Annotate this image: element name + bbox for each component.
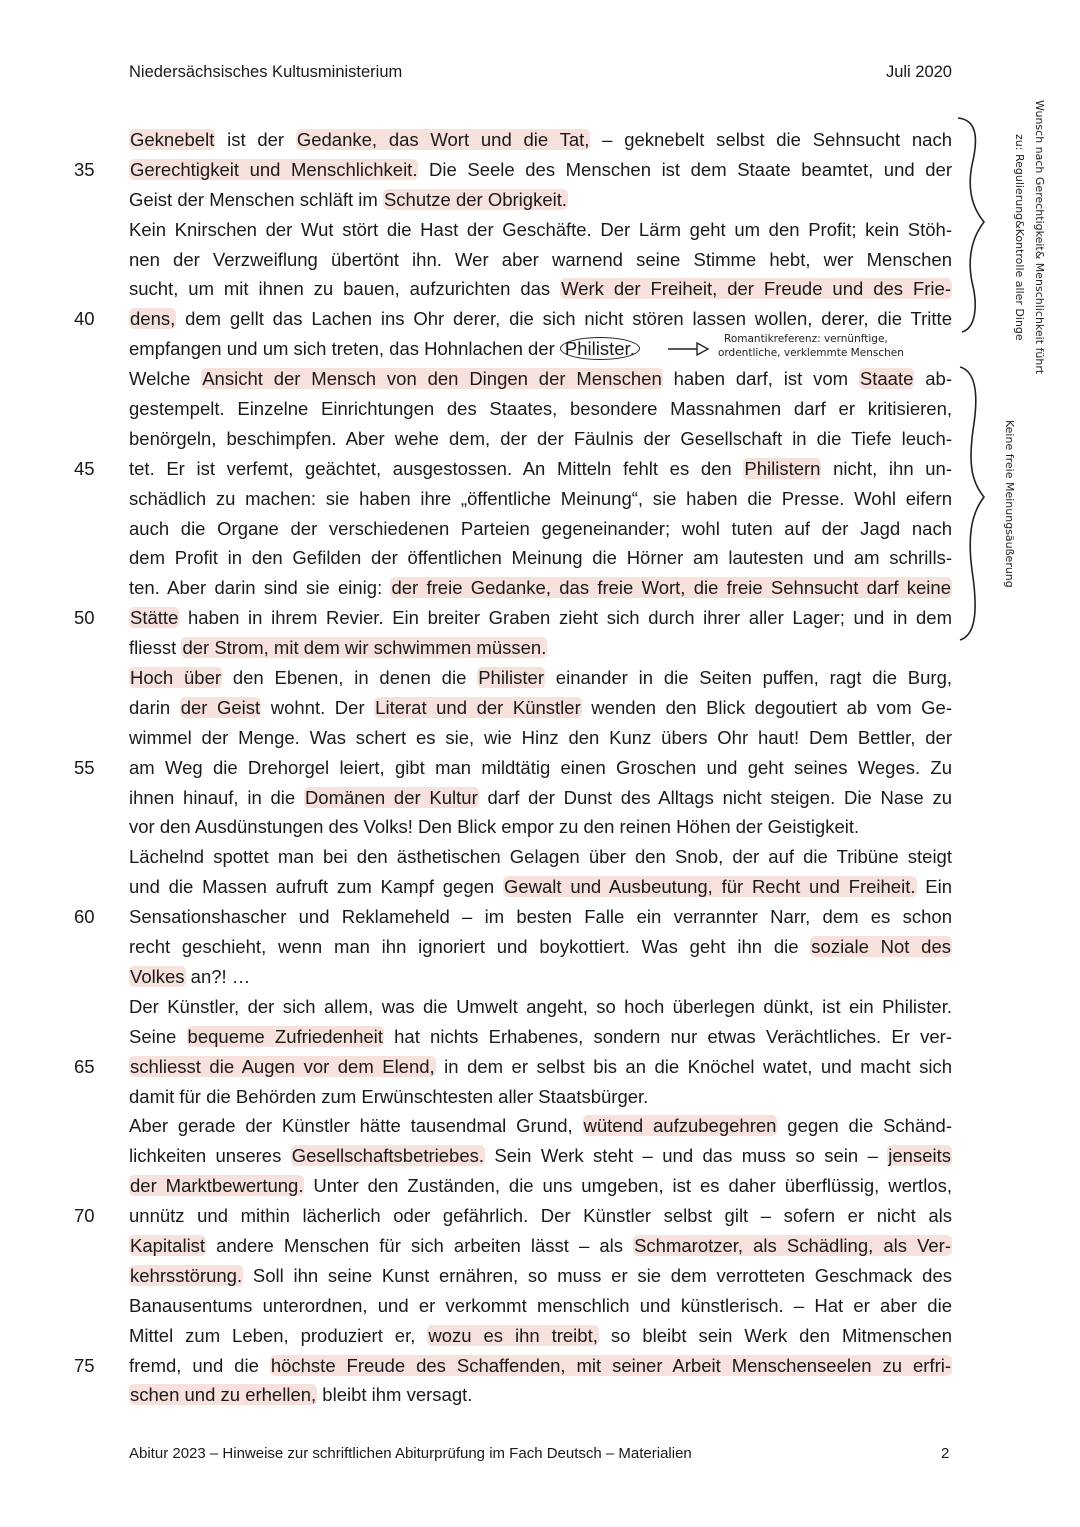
highlight: Literat und der Künstler <box>375 696 581 718</box>
brace-icon <box>960 367 984 640</box>
highlight: dens, <box>130 308 176 330</box>
text-segment: gegen die Schänd- <box>777 1115 952 1137</box>
highlight: soziale Not des <box>811 936 951 958</box>
text-segment: in dem er selbst bis an die Knöchel watet, und macht sich <box>435 1055 952 1077</box>
highlight: Staate <box>859 368 914 390</box>
brace-icon <box>958 118 984 332</box>
text-segment: hat nichts Erhabenes, sondern nur etwas Verächtliches. Er ver- <box>383 1025 952 1047</box>
highlight: Kapitalist <box>130 1234 206 1256</box>
text-segment: ten. Aber darin sind sie einig: <box>129 577 391 599</box>
text-segment: – geknebelt selbst die Sehnsucht nach <box>590 129 952 150</box>
text-segment: andere Menschen für sich arbeiten lässt – als <box>206 1234 634 1256</box>
line-number: 65 <box>74 1055 95 1077</box>
text-segment: tet. Er ist verfemt, geächtet, ausgestossen. An Mitteln fehlt es den <box>129 457 744 479</box>
highlight: Hoch über <box>130 667 222 689</box>
text-segment: bleibt ihm versagt. <box>317 1384 473 1406</box>
text-segment: haben in ihrem Revier. Ein breiter Graben zieht sich durch ihrer aller Lager; und in dem <box>179 607 952 629</box>
text-segment: Geist der Menschen schläft im <box>129 188 383 210</box>
text-segment: dem gellt das Lachen ins Ohr derer, die sich nicht stören lassen wollen, derer, die Tritte <box>176 308 952 330</box>
line-number: 50 <box>74 607 95 629</box>
line-number: 35 <box>74 158 95 180</box>
text-segment: lichkeiten unseres <box>129 1145 291 1167</box>
highlight: kehrsstörung. <box>130 1264 243 1286</box>
text-segment: wimmel der Menge. Was schert es sie, wie Hinz den Kunz übers Ohr haut! Dem Bettler, der <box>129 726 952 748</box>
margin-note-1a: Wunsch nach Gerechtigkeit& Menschlichkeit führt <box>1033 100 1046 375</box>
line-number: 45 <box>74 457 95 479</box>
text-segment: sucht, um mit ihnen zu bauen, aufzurichten das <box>129 278 561 300</box>
text-segment: Mittel zum Leben, produziert er, <box>129 1324 428 1346</box>
highlight: höchste Freude des Schaffenden, mit seiner Arbeit Menschenseelen zu erfri- <box>270 1354 951 1376</box>
highlight: bequeme Zufriedenheit <box>187 1025 383 1047</box>
text-segment: Sensationshascher und Reklameheld – im besten Falle ein verrannter Narr, dem es schon <box>129 906 952 928</box>
highlight: Gesellschaftsbetriebes. <box>291 1145 485 1167</box>
text-segment: Unter den Zuständen, die uns umgeben, ist es daher überflüssig, wertlos, <box>304 1175 952 1197</box>
highlight: Ansicht der Mensch von den Dingen der Menschen <box>202 368 662 390</box>
text-segment: nen der Verzweiflung übertönt ihn. Wer aber warnend seine Stimme hebt, wer Menschen <box>129 248 952 270</box>
highlight: wütend aufzubegehren <box>583 1115 777 1137</box>
highlight: Gerechtigkeit und Menschlichkeit. <box>130 158 418 180</box>
text-segment: damit für die Behörden zum Erwünschtesten aller Staatsbürger. <box>129 1085 649 1107</box>
page-footer: Abitur 2023 – Hinweise zur schriftlichen Abiturprüfung im Fach Deutsch – Materialien <box>129 1445 692 1462</box>
text-segment: Der Künstler, der sich allem, was die Umwelt angeht, so hoch überlegen dünkt, ist ein Philister. <box>129 995 952 1017</box>
philister-note-line: ordentliche, verklemmte Menschen <box>718 347 904 359</box>
text-segment: ihnen hinauf, in die <box>129 786 304 808</box>
text-segment: Ein <box>916 876 953 898</box>
highlight: der Geist <box>180 696 261 718</box>
text-segment: Aber gerade der Künstler hätte tausendmal Grund, <box>129 1115 583 1137</box>
highlight: Philistern <box>744 457 821 479</box>
text-segment: an?! … <box>185 965 251 987</box>
text-segment: wenden den Blick degoutiert ab vom Ge- <box>581 696 953 718</box>
circled-word: Philister. <box>560 337 640 360</box>
text-segment: recht geschieht, wenn man ihn ignoriert und boykottiert. Was geht ihn die <box>129 936 811 958</box>
text-segment: den Ebenen, in denen die <box>222 667 478 689</box>
text-segment: Kein Knirschen der Wut stört die Hast der Geschäfte. Der Lärm geht um den Profit; kein Stöh- <box>129 218 952 240</box>
text-segment: auch die Organe der verschiedenen Parteien gegeneinander; wohl tuten auf der Jagd nach <box>129 517 952 539</box>
margin-note-2: Keine freie Meinungsäußerung <box>1003 420 1016 588</box>
text-segment: nicht, ihn un- <box>821 457 952 479</box>
highlight: Philister <box>478 667 544 689</box>
text-segment: fliesst <box>129 637 182 659</box>
text-segment: haben darf, ist vom <box>662 368 859 390</box>
page-header-left: Niedersächsisches Kultusministerium <box>129 63 403 81</box>
text-segment: Banausentums unterordnen, und er verkommt menschlich und künstlerisch. – Hat er aber die <box>129 1294 952 1316</box>
text-segment: Die Seele des Menschen ist dem Staate beamtet, und der <box>418 158 952 180</box>
highlight: schen und zu erhellen, <box>130 1384 317 1406</box>
highlight: Domänen der Kultur <box>304 786 478 808</box>
line-number: 75 <box>74 1354 95 1376</box>
philister-note-line: Romantikreferenz: vernünftige, <box>724 333 888 345</box>
highlight: der Strom, mit dem wir schwimmen müssen. <box>182 637 547 659</box>
arrow-icon <box>668 343 708 355</box>
text-segment: Lächelnd spottet man bei den ästhetischen Gelagen über den Snob, der auf die Tribüne steigt <box>129 846 952 868</box>
highlight: schliesst die Augen vor dem Elend, <box>130 1055 435 1077</box>
text-segment: darf der Dunst des Alltags nicht steigen. Die Nase zu <box>478 786 952 808</box>
margin-note-1b: zu: Regulierung&Kontrolle aller Dinge <box>1013 134 1026 341</box>
text-segment: schädlich zu machen: sie haben ihre „öffentliche Meinung“, sie haben die Presse. Wohl eifern <box>129 487 952 509</box>
highlight: Stätte <box>130 607 179 629</box>
text-segment: darin <box>129 696 180 718</box>
highlight: der Marktbewertung. <box>130 1175 304 1197</box>
text-segment: so bleibt sein Werk den Mitmenschen <box>598 1324 952 1346</box>
highlight: Geknebelt <box>130 129 215 150</box>
text-segment: und die Massen aufruft zum Kampf gegen <box>129 876 503 898</box>
text-segment: ist der <box>215 129 296 150</box>
text-segment: empfangen und um sich treten, das Hohnlachen der <box>129 338 560 360</box>
text-segment: vor den Ausdünstungen des Volks! Den Blick empor zu den reinen Höhen der Geistigkeit. <box>129 816 860 838</box>
text-segment: ab- <box>914 368 952 390</box>
highlight: jenseits <box>888 1145 951 1167</box>
text-segment: fremd, und die <box>129 1354 270 1376</box>
text-segment: gestempelt. Einzelne Einrichtungen des Staates, besondere Massnahmen darf er kritisieren, <box>129 398 952 420</box>
text-segment: Welche <box>129 368 202 390</box>
text-segment: dem Profit in den Gefilden der öffentlichen Meinung die Hörner am lautesten und am schrills- <box>129 547 952 569</box>
line-number: 40 <box>74 308 95 330</box>
text-segment: unnütz und mithin lächerlich oder gefährlich. Der Künstler selbst gilt – sofern er nicht als <box>129 1205 952 1227</box>
text-segment: Sein Werk steht – und das muss so sein – <box>485 1145 888 1167</box>
text-segment: am Weg die Drehorgel leiert, gibt man mildtätig einen Groschen und geht seines Weges. Zu <box>129 756 952 778</box>
highlight: wozu es ihn treibt, <box>428 1324 598 1346</box>
page-number: 2 <box>941 1445 950 1462</box>
line-number: 70 <box>74 1205 95 1227</box>
text-segment: benörgeln, beschimpfen. Aber wehe dem, der der Fäulnis der Gesellschaft in die Tiefe leuch- <box>129 427 952 449</box>
philister-note <box>718 332 904 360</box>
line-number: 60 <box>74 906 95 928</box>
highlight: Gewalt und Ausbeutung, für Recht und Freiheit. <box>503 876 916 898</box>
line-number: 55 <box>74 756 95 778</box>
text-segment: Seine <box>129 1025 187 1047</box>
highlight: Volkes <box>130 965 185 987</box>
highlight: Gedanke, das Wort und die Tat, <box>296 129 590 150</box>
highlight: der freie Gedanke, das freie Wort, die freie Sehnsucht darf keine <box>391 577 951 599</box>
highlight: Schutze der Obrigkeit. <box>383 188 567 210</box>
text-segment: wohnt. Der <box>261 696 375 718</box>
highlight: Werk der Freiheit, der Freude und des Frie- <box>561 278 951 300</box>
text-segment: Soll ihn seine Kunst ernähren, so muss er sie dem verrotteten Geschmack des <box>243 1264 952 1286</box>
text-segment: einander in die Seiten puffen, ragt die Burg, <box>545 667 952 689</box>
page-header-date: Juli 2020 <box>885 63 952 81</box>
highlight: Schmarotzer, als Schädling, als Ver- <box>634 1234 951 1256</box>
